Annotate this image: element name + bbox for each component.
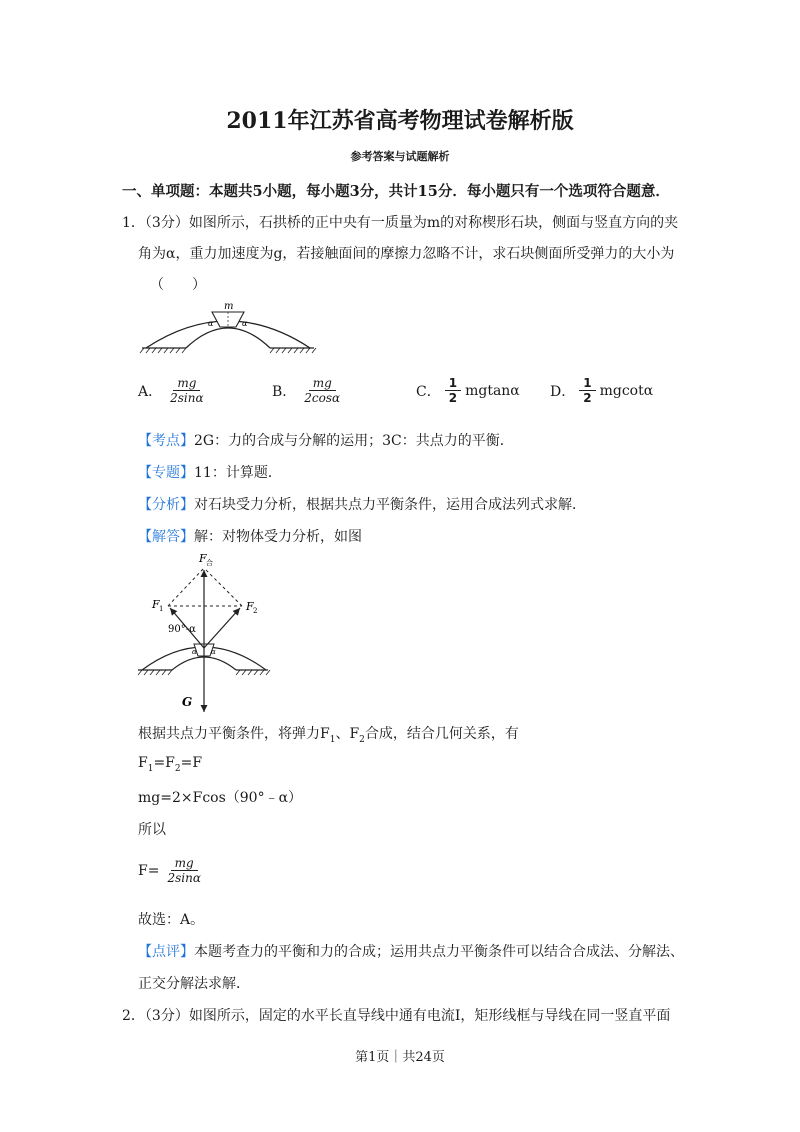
fenxi-tag: 【分析】 (138, 497, 194, 513)
fig1-alpha-right: α (242, 319, 248, 328)
option-c-fraction (445, 376, 461, 405)
sol1-sub2: 2 (359, 734, 365, 745)
q1-stem-line1: 1．（3分）如图所示，石拱桥的正中央有一质量为m的对称楔形石块，侧面与竖直方向的夹 (122, 215, 679, 231)
fig1-mass-label: m (224, 301, 234, 312)
label-f2: F (246, 600, 254, 613)
option-c-num: 1 (445, 376, 461, 391)
eq1-part-b: =F (153, 755, 175, 771)
label-alpha-right: α (211, 648, 216, 656)
label-g: G (182, 695, 193, 709)
option-d (550, 376, 653, 405)
jieda-tag: 【解答】 (138, 529, 194, 545)
option-b-num: mg (309, 376, 336, 391)
eq3-lhs: F= (138, 862, 160, 879)
option-d-num: 1 (579, 376, 595, 391)
suoyi-text: 所以 (138, 822, 166, 838)
fig1-alpha-left: α (208, 319, 214, 328)
kaodian-line (138, 430, 514, 450)
dianping-text1: 本题考查力的平衡和力的合成；运用共点力平衡条件可以结合合成法、分解法、 (194, 944, 684, 960)
q2-stem-line1: 2．（3分）如图所示，固定的水平长直导线中通有电流I，矩形线框与导线在同一竖直平面 (122, 1008, 671, 1024)
option-a-num: mg (173, 376, 200, 391)
eq1-sub2: 2 (174, 763, 181, 774)
option-b (272, 376, 344, 405)
eq1-sub1: 1 (147, 763, 154, 774)
eq3-fraction (163, 856, 204, 885)
sol1-sub1: 1 (329, 734, 336, 745)
option-d-den: 2 (583, 391, 592, 405)
eq3-den: 2sinα (167, 871, 201, 885)
dianping-line1 (138, 941, 684, 961)
jieda-text: 解：对物体受力分析，如图 (194, 529, 362, 545)
option-b-fraction (300, 376, 344, 405)
option-d-fraction (579, 376, 595, 405)
page-title: 2011年江苏省高考物理试卷解析版 (226, 108, 574, 134)
zhuanti-tag: 【专题】 (138, 465, 194, 481)
answer-text: 故选：A。 (138, 912, 205, 928)
option-d-key: D． (550, 383, 576, 400)
jieda-line (138, 526, 362, 546)
label-f-resultant-sub: 合 (206, 559, 213, 567)
option-a-den: 2sinα (170, 391, 204, 405)
q1-answer-blank: （ ） (150, 277, 206, 293)
option-a (138, 376, 208, 405)
equation-3 (138, 856, 205, 885)
eq3-num: mg (171, 856, 198, 871)
option-c-key: C． (416, 383, 441, 400)
zhuanti-text: 11：计算题． (194, 465, 282, 481)
eq1-part-c: =F (180, 755, 203, 771)
label-f-resultant: F (199, 552, 207, 565)
label-f2-sub: 2 (253, 607, 258, 615)
option-c-rest: mgtanα (465, 382, 520, 399)
eq1-part-a: F (138, 755, 148, 771)
sol1-part-c: 合成，结合几何关系，有 (364, 726, 519, 742)
option-c-den: 2 (448, 391, 458, 405)
option-c (416, 376, 520, 405)
option-d-rest: mgcotα (599, 382, 654, 399)
dianping-line2: 正交分解法求解． (138, 976, 250, 992)
option-b-key: B． (272, 383, 297, 400)
equation-1 (138, 755, 202, 774)
arch-bridge-figure (138, 298, 318, 358)
dianping-tag: 【点评】 (138, 944, 194, 960)
q1-stem-line2: 角为α，重力加速度为g，若接触面间的摩擦力忽略不计，求石块侧面所受弹力的大小为 (138, 246, 675, 262)
label-alpha-left: α (192, 648, 197, 656)
zhuanti-line (138, 462, 282, 482)
kaodian-tag: 【考点】 (138, 433, 194, 449)
option-a-key: A． (138, 383, 163, 400)
label-f1: F (152, 598, 160, 611)
label-angle: 90°-α (168, 624, 196, 635)
solution-line1 (138, 723, 519, 745)
option-a-fraction (166, 376, 207, 405)
kaodian-text: 2G：力的合成与分解的运用；3C：共点力的平衡． (194, 433, 514, 449)
page-footer: 第1页｜共24页 (355, 1050, 445, 1065)
fenxi-text: 对石块受力分析，根据共点力平衡条件，运用合成法列式求解． (194, 497, 586, 513)
equation-2: mg=2×Fcos（90°﹣α） (138, 790, 303, 806)
force-diagram-figure (138, 548, 288, 720)
label-f1-sub: 1 (159, 605, 164, 613)
page-subtitle: 参考答案与试题解析 (350, 150, 450, 163)
fenxi-line (138, 494, 586, 514)
section-heading: 一、单项题：本题共5小题，每小题3分，共计15分．每小题只有一个选项符合题意． (122, 183, 670, 200)
option-b-den: 2cosα (304, 391, 341, 405)
sol1-part-a: 根据共点力平衡条件，将弹力F (138, 726, 330, 742)
sol1-part-b: 、F (335, 726, 360, 742)
